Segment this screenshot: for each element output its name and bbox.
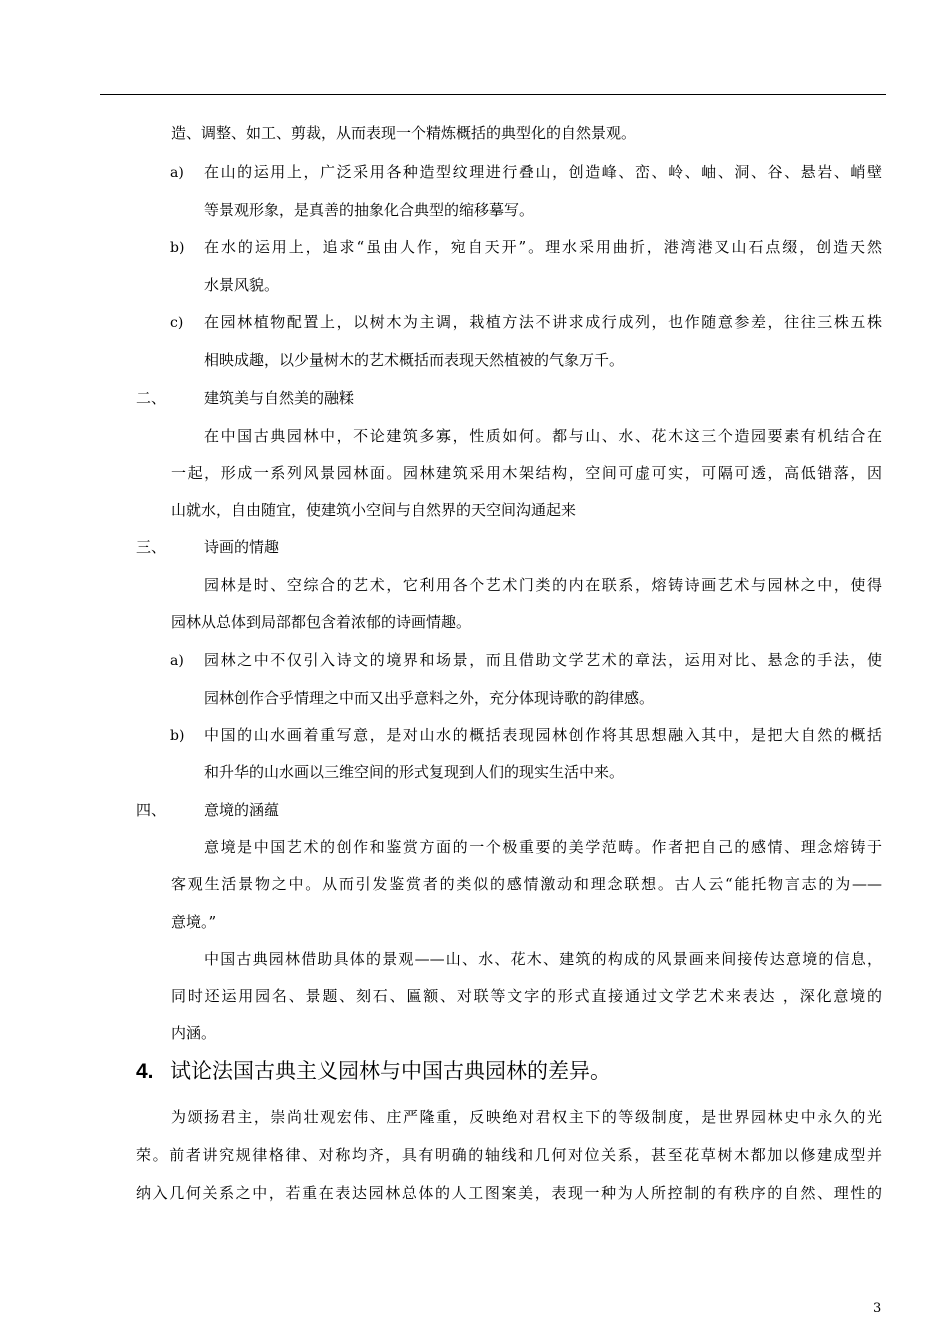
paragraph-line: 一起，形成一系列风景园林面。园林建筑采用木架结构，空间可虚可实，可隔可透，高低错落，因 bbox=[171, 464, 882, 482]
list-marker: c) bbox=[170, 315, 184, 331]
paragraph-line: 意境。” bbox=[171, 913, 217, 931]
list-item-line: 水景风貌。 bbox=[204, 276, 280, 294]
page-number: 3 bbox=[873, 1301, 882, 1316]
paragraph-line: 客观生活景物之中。从而引发鉴赏者的类似的感情激动和理念联想。古人云“能托物言志的为—— bbox=[171, 875, 882, 893]
list-item-line: 在园林植物配置上，以树木为主调，栽植方法不讲求成行成列，也作随意参差，往往三株五株 bbox=[204, 313, 882, 331]
paragraph-line: 为颂扬君主，崇尚壮观宏伟、庄严隆重，反映绝对君权主下的等级制度，是世界园林史中永久的光 bbox=[171, 1108, 882, 1126]
list-item-line: 园林创作合乎情理之中而又出乎意料之外，充分体现诗歌的韵律感。 bbox=[204, 689, 655, 707]
paragraph-line: 园林从总体到局部都包含着浓郁的诗画情趣。 bbox=[171, 613, 472, 631]
question-title: 试论法国古典主义园林与中国古典园林的差异。 bbox=[170, 1059, 611, 1083]
header-rule bbox=[100, 94, 886, 95]
paragraph-line: 园林是时、空综合的艺术，它利用各个艺术门类的内在联系，熔铸诗画艺术与园林之中，使得 bbox=[204, 576, 882, 594]
list-marker: a) bbox=[170, 165, 184, 181]
paragraph-line: 同时还运用园名、景题、刻石、匾额、对联等文字的形式直接通过文学艺术来表达 ，深化意境的 bbox=[171, 987, 882, 1005]
list-marker: b) bbox=[170, 728, 185, 744]
section-number: 三、 bbox=[136, 538, 167, 556]
section-heading: 诗画的情趣 bbox=[204, 538, 280, 556]
section-number: 四、 bbox=[136, 801, 167, 819]
list-item-line: 和升华的山水画以三维空间的形式复现到人们的现实生活中来。 bbox=[204, 763, 625, 781]
section-number: 二、 bbox=[136, 389, 167, 407]
section-heading: 意境的涵蕴 bbox=[204, 801, 280, 819]
list-item-line: 在水的运用上，追求“虽由人作，宛自天开”。理水采用曲折，港湾港叉山石点缀，创造天然 bbox=[204, 238, 882, 256]
question-number: 4. bbox=[136, 1060, 154, 1083]
paragraph-line: 纳入几何关系之中，若重在表达园林总体的人工图案美，表现一种为人所控制的有秩序的自然、理性的 bbox=[136, 1184, 882, 1202]
paragraph-line: 荣。前者讲究规律格律、对称均齐，具有明确的轴线和几何对位关系，甚至花草树木都加以修建成型并 bbox=[136, 1146, 882, 1164]
list-item-line: 等景观形象，是真善的抽象化合典型的缩移摹写。 bbox=[204, 201, 535, 219]
list-item-line: 园林之中不仅引入诗文的境界和场景，而且借助文学艺术的章法，运用对比、悬念的手法，使 bbox=[204, 651, 882, 669]
paragraph-line: 造、调整、如工、剪裁，从而表现一个精炼概括的典型化的自然景观。 bbox=[171, 124, 637, 142]
list-item-line: 中国的山水画着重写意，是对山水的概括表现园林创作将其思想融入其中，是把大自然的概括 bbox=[204, 726, 882, 744]
list-item-line: 在山的运用上，广泛采用各种造型纹理进行叠山，创造峰、峦、岭、岫、洞、谷、悬岩、峭壁 bbox=[204, 163, 882, 181]
paragraph-line: 山就水，自由随宜，使建筑小空间与自然界的天空间沟通起来 bbox=[171, 501, 577, 519]
paragraph-line: 中国古典园林借助具体的景观——山、水、花木、建筑的构成的风景画来间接传达意境的信息， bbox=[204, 950, 882, 968]
paragraph-line: 意境是中国艺术的创作和鉴赏方面的一个极重要的美学范畴。作者把自己的感情、理念熔铸于 bbox=[204, 838, 882, 856]
list-marker: a) bbox=[170, 653, 184, 669]
section-heading: 建筑美与自然美的融糅 bbox=[204, 389, 355, 407]
paragraph-line: 在中国古典园林中，不论建筑多寡，性质如何。都与山、水、花木这三个造园要素有机结合在 bbox=[204, 427, 882, 445]
list-marker: b) bbox=[170, 240, 185, 256]
list-item-line: 相映成趣，以少量树木的艺术概括而表现天然植被的气象万千。 bbox=[204, 351, 625, 369]
paragraph-line: 内涵。 bbox=[171, 1024, 217, 1042]
question-heading bbox=[136, 1057, 611, 1086]
